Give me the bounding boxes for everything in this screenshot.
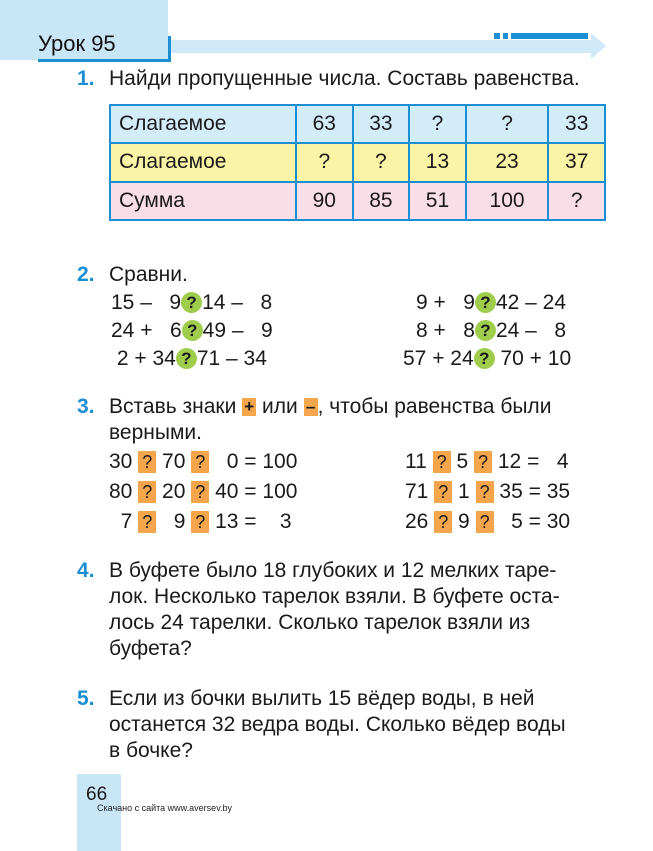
table-cell: 63	[296, 105, 353, 143]
expr-left: 8 + 8	[416, 319, 475, 342]
lesson-underline	[38, 59, 171, 62]
equation-row	[405, 480, 570, 504]
operand: 5 = 30	[499, 510, 571, 533]
sign-question-icon: ?	[434, 481, 452, 503]
header-arrow-icon	[591, 33, 606, 59]
table-cell: 100	[466, 182, 549, 220]
expr-left: 57 + 24	[403, 347, 474, 370]
compare-row	[111, 347, 267, 371]
table-cell: 33	[548, 105, 605, 143]
compare-question-icon: ?	[474, 348, 495, 369]
compare-row	[111, 291, 272, 315]
watermark: Скачано с сайта www.aversev.by	[97, 803, 233, 813]
table-cell: 90	[296, 182, 353, 220]
operand: 70	[162, 450, 186, 473]
sign-question-icon: ?	[191, 511, 209, 533]
operand: 7	[109, 510, 133, 533]
sign-question-icon: ?	[433, 451, 451, 473]
task-number: 4.	[77, 559, 95, 582]
table-cell: 23	[466, 143, 549, 181]
table-cell: ?	[296, 143, 353, 181]
operand: 11	[405, 450, 427, 473]
operand: 1	[458, 480, 470, 503]
operand: 40 = 100	[215, 480, 298, 503]
minus-sign-icon: –	[304, 398, 318, 416]
operand: 71	[405, 480, 429, 503]
table-row	[110, 143, 605, 181]
task5-line: в бочке?	[109, 739, 193, 762]
table-cell: 85	[353, 182, 410, 220]
sign-question-icon: ?	[476, 481, 494, 503]
task-number: 2.	[77, 263, 95, 286]
compare-question-icon: ?	[475, 320, 496, 341]
table-cell: 33	[353, 105, 410, 143]
task-number: 1.	[77, 67, 95, 90]
task1-text: Найди пропущенные числа. Составь равенства.	[109, 67, 580, 90]
band-mark	[503, 33, 508, 39]
compare-row	[111, 319, 273, 343]
row-label: Сумма	[110, 182, 296, 220]
lesson-title: Урок 95	[38, 31, 116, 56]
equation-row	[405, 510, 570, 534]
equation-row	[109, 450, 297, 474]
operand: 12 = 4	[497, 450, 569, 473]
compare-row	[416, 319, 566, 343]
sign-question-icon: ?	[476, 511, 494, 533]
equation-row	[109, 480, 297, 504]
row-label: Слагаемое	[110, 143, 296, 181]
operand: 0 = 100	[215, 450, 298, 473]
expr-right: 49 – 9	[202, 319, 273, 342]
operand: 13 = 3	[215, 510, 292, 533]
expr-right: 14 – 8	[202, 291, 273, 314]
operand: 35 = 35	[499, 480, 571, 503]
table-cell: ?	[548, 182, 605, 220]
compare-row	[403, 347, 571, 371]
operand: 20	[162, 480, 186, 503]
table-cell: 13	[409, 143, 466, 181]
table-row	[110, 105, 605, 143]
expr-left: 24 + 6	[111, 319, 182, 342]
sign-question-icon: ?	[474, 451, 492, 473]
operand: 26	[405, 510, 429, 533]
task-number: 3.	[77, 395, 95, 418]
compare-row	[416, 291, 566, 315]
task3-text	[109, 395, 551, 419]
task3-text-part: или	[262, 395, 298, 418]
table-row	[110, 182, 605, 220]
task4-line: В буфете было 18 глубоких и 12 мелких таре-	[109, 559, 557, 582]
expr-right: 42 – 24	[495, 291, 567, 314]
task3-text-cont: верными.	[109, 421, 202, 444]
operand: 9	[458, 510, 470, 533]
table-cell: ?	[466, 105, 549, 143]
expr-left: 2 + 34	[111, 347, 176, 370]
expr-right: 24 – 8	[495, 319, 567, 342]
sign-question-icon: ?	[138, 481, 156, 503]
sign-question-icon: ?	[138, 511, 156, 533]
band-mark	[511, 33, 588, 39]
task3-text-part: Вставь знаки	[109, 395, 237, 418]
expr-left: 15 – 9	[111, 291, 182, 314]
band-mark	[494, 33, 500, 39]
operand: 30	[109, 450, 133, 473]
operand: 5	[456, 450, 469, 473]
sign-question-icon: ?	[191, 481, 209, 503]
expr-right: 71 – 34	[196, 347, 267, 370]
task-number: 5.	[77, 687, 95, 710]
task5-line: останется 32 ведра воды. Сколько вёдер воды	[109, 713, 566, 736]
equation-row	[405, 450, 569, 474]
operand: 9	[162, 510, 186, 533]
row-label: Слагаемое	[110, 105, 296, 143]
operand: 80	[109, 480, 133, 503]
header-band	[171, 40, 591, 53]
task4-line: лок. Несколько тарелок взяли. В буфете оста-	[109, 585, 560, 608]
sign-question-icon: ?	[434, 511, 452, 533]
compare-question-icon: ?	[182, 320, 203, 341]
page-number: 66	[86, 784, 108, 805]
sign-question-icon: ?	[191, 451, 209, 473]
expr-left: 9 + 9	[416, 291, 475, 314]
table-cell: ?	[353, 143, 410, 181]
table-cell: 51	[409, 182, 466, 220]
plus-sign-icon: +	[242, 398, 256, 416]
task4-line: буфета?	[109, 637, 192, 660]
equation-row	[109, 510, 292, 534]
compare-question-icon: ?	[475, 292, 496, 313]
table-cell: 37	[548, 143, 605, 181]
expr-right: 70 + 10	[494, 347, 572, 370]
sign-question-icon: ?	[138, 451, 156, 473]
task5-line: Если из бочки вылить 15 вёдер воды, в ней	[109, 687, 535, 710]
compare-question-icon: ?	[181, 292, 202, 313]
addition-table	[109, 104, 606, 221]
task2-text: Сравни.	[109, 263, 188, 286]
task4-line: лось 24 тарелки. Сколько тарелок взяли из	[109, 611, 531, 634]
task3-text-part: , чтобы равенства были	[317, 395, 552, 418]
table-cell: ?	[409, 105, 466, 143]
compare-question-icon: ?	[176, 348, 197, 369]
